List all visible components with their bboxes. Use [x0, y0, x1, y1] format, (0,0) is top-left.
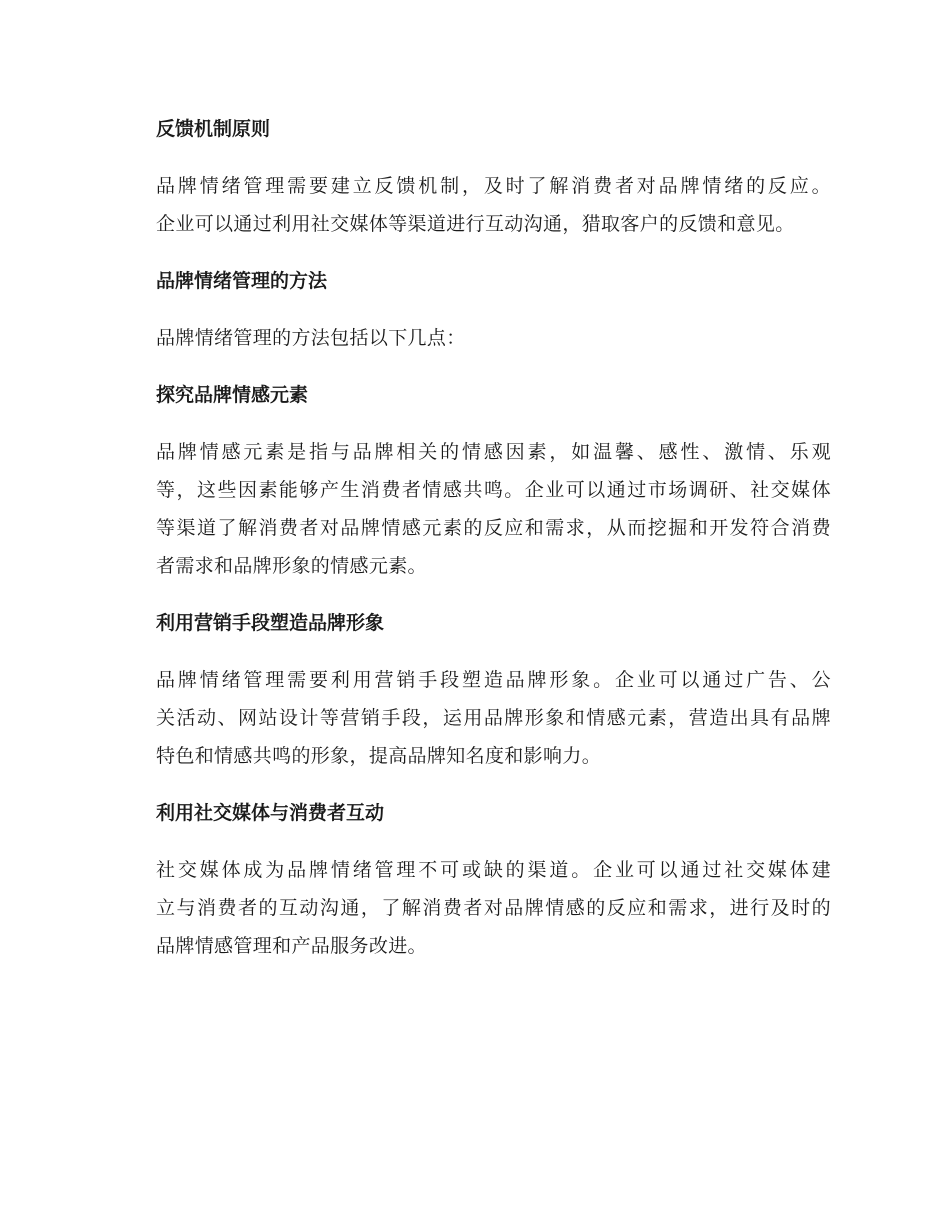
- paragraph-line: 品牌情感管理和产品服务改进。: [156, 935, 427, 957]
- paragraph-line: 企业可以通过利用社交媒体等渠道进行互动沟通，猎取客户的反馈和意见。: [156, 213, 795, 235]
- paragraph-emotional-elements: [113, 433, 831, 585]
- paragraph-line: 品牌情感元素是指与品牌相关的情感因素，如温馨、感性、激情、乐观: [156, 441, 831, 463]
- paragraph-marketing: [113, 661, 831, 775]
- paragraph-feedback: [113, 167, 831, 243]
- paragraph-line: 等，这些因素能够产生消费者情感共鸣。企业可以通过市场调研、社交媒体: [156, 479, 831, 501]
- paragraph-line: 立与消费者的互动沟通，了解消费者对品牌情感的反应和需求，进行及时的: [156, 897, 831, 919]
- paragraph-social-media: [113, 851, 831, 965]
- paragraph-methods: [113, 319, 831, 357]
- paragraph-line: 品牌情绪管理的方法包括以下几点：: [156, 327, 466, 349]
- paragraph-line: 关活动、网站设计等营销手段，运用品牌形象和情感元素，营造出具有品牌: [156, 707, 831, 729]
- paragraph-line: 者需求和品牌形象的情感元素。: [156, 555, 427, 577]
- paragraph-line: 社交媒体成为品牌情绪管理不可或缺的渠道。企业可以通过社交媒体建: [156, 859, 831, 881]
- paragraph-line: 等渠道了解消费者对品牌情感元素的反应和需求，从而挖掘和开发符合消费: [156, 517, 831, 539]
- paragraph-line: 品牌情绪管理需要建立反馈机制，及时了解消费者对品牌情绪的反应。: [156, 175, 831, 197]
- document-body: [113, 111, 831, 985]
- section-heading-emotional-elements: 探究品牌情感元素: [156, 384, 309, 406]
- paragraph-line: 品牌情绪管理需要利用营销手段塑造品牌形象。企业可以通过广告、公: [156, 669, 831, 691]
- section-heading-methods: 品牌情绪管理的方法: [156, 270, 328, 292]
- section-heading-marketing: 利用营销手段塑造品牌形象: [156, 612, 385, 634]
- paragraph-line: 特色和情感共鸣的形象，提高品牌知名度和影响力。: [156, 745, 602, 767]
- section-heading-feedback: 反馈机制原则: [156, 118, 271, 140]
- section-heading-social-media: 利用社交媒体与消费者互动: [156, 802, 385, 824]
